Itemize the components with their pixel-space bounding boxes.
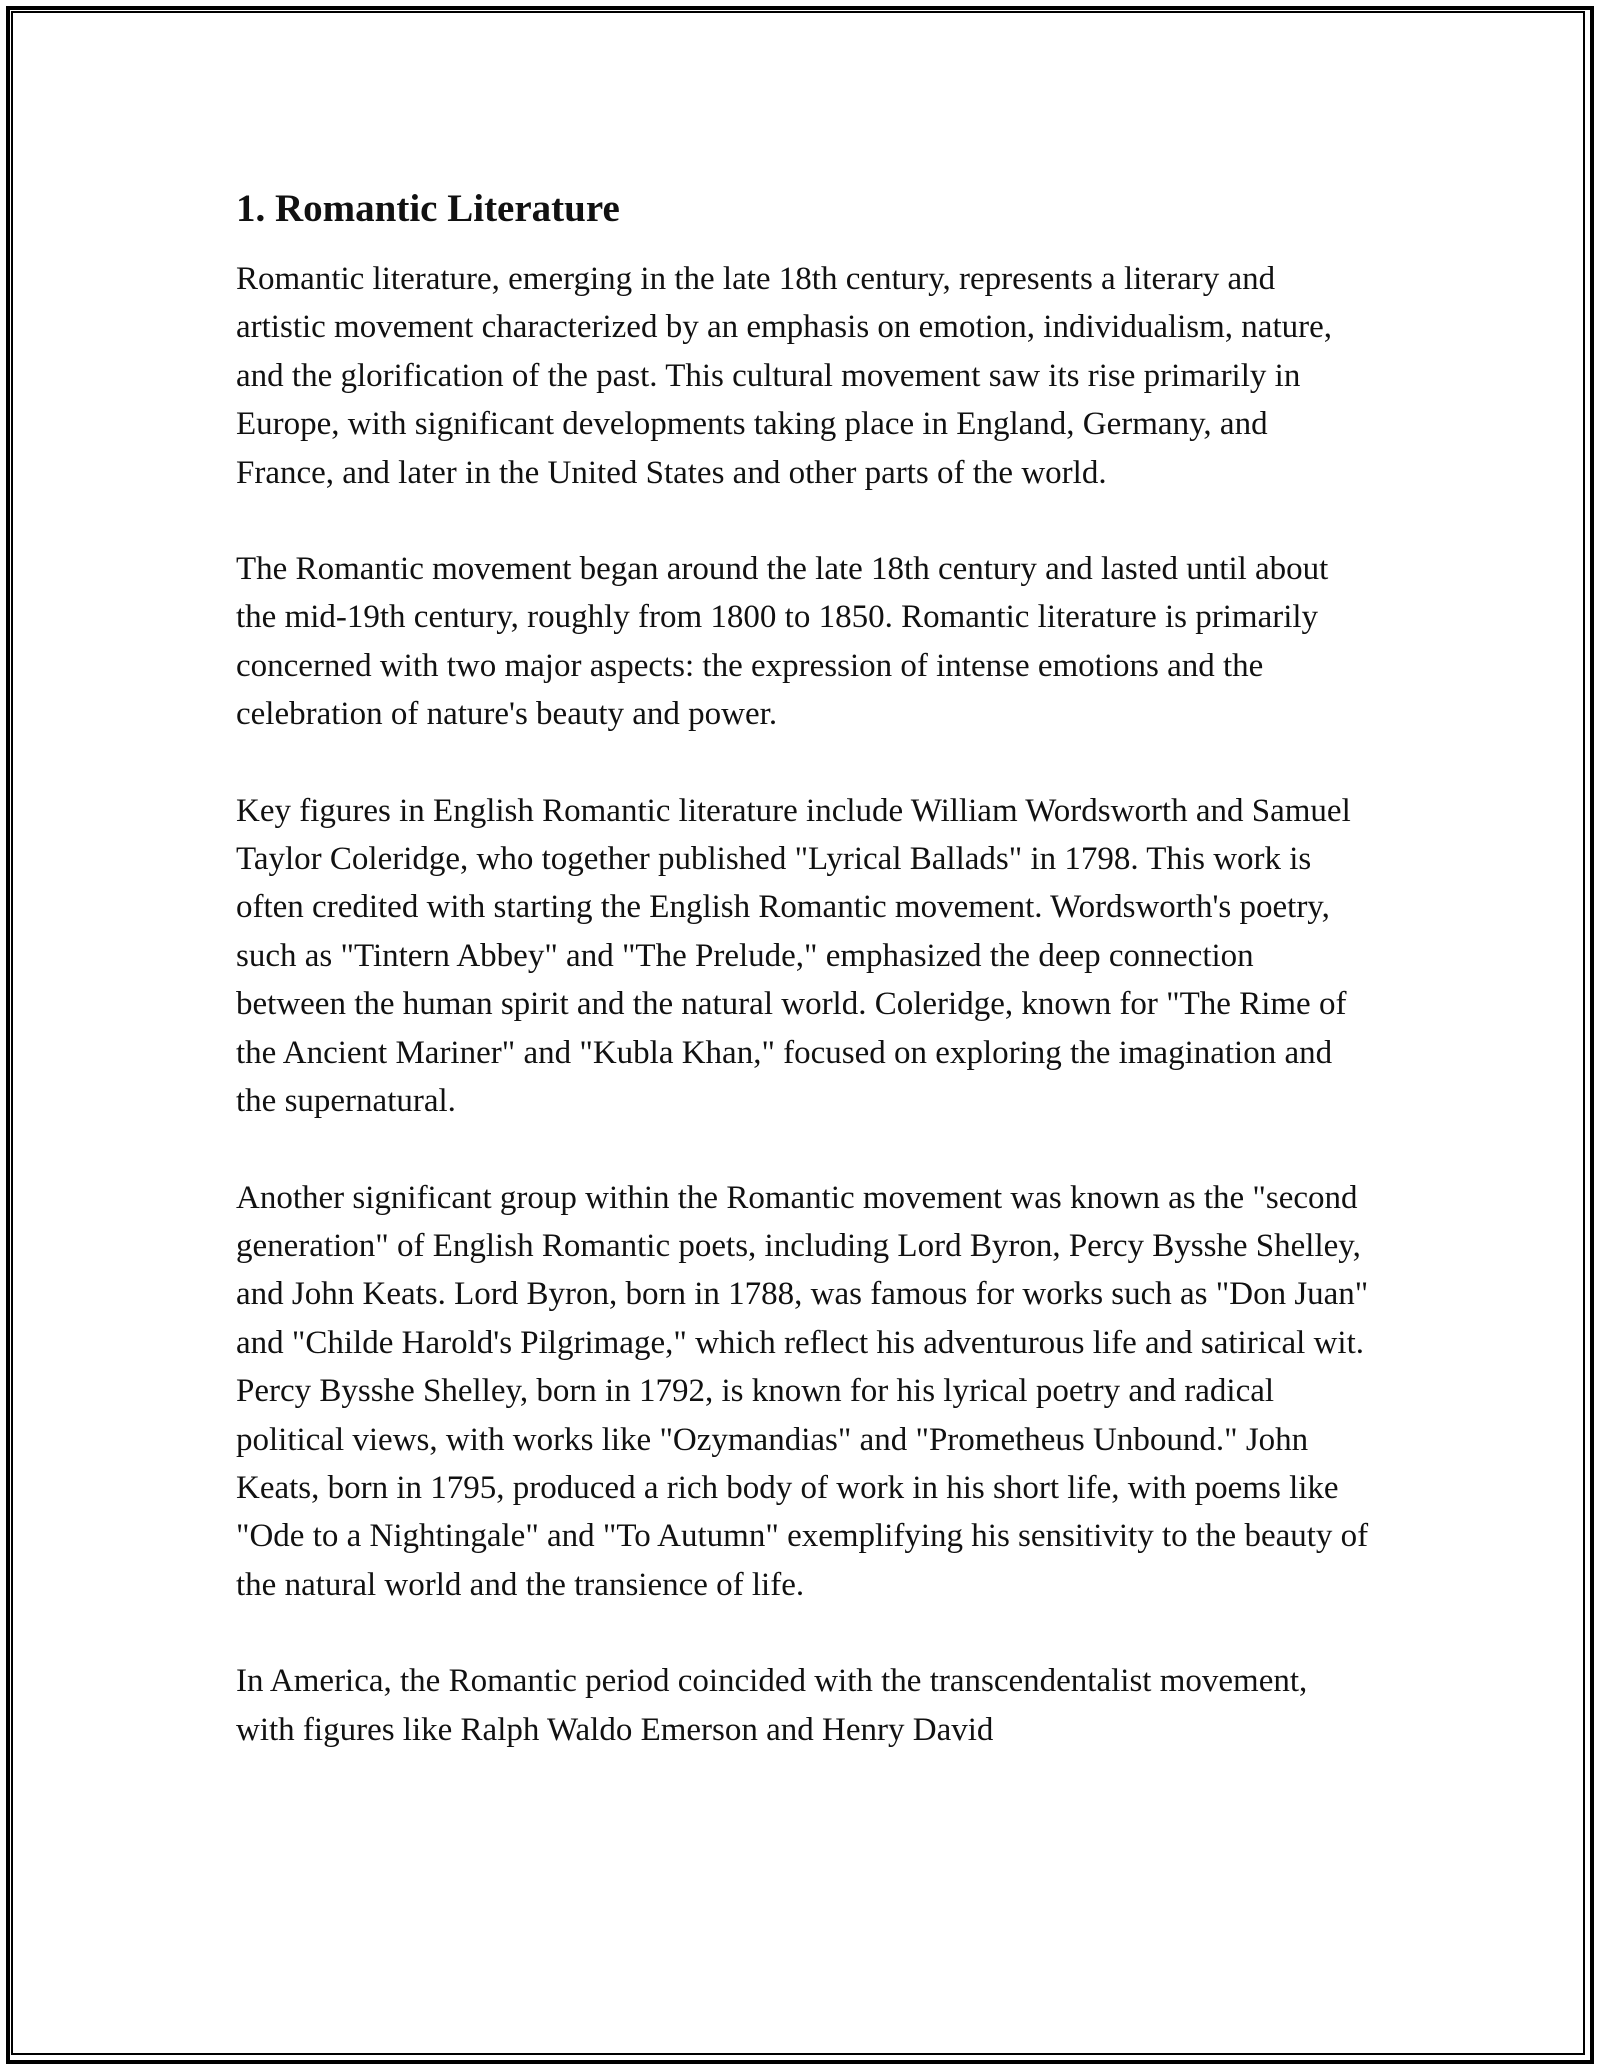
- document-body: [236, 185, 1371, 1802]
- section-title: 1. Romantic Literature: [236, 187, 620, 230]
- paragraph-key-figures: Key figures in English Romantic literature include William Wordsworth and Samuel Taylor Coleridge, who together published "Lyrical Ballads" in 1798. This work is often credited with starting the English Romantic movement. Wordsworth's poetry, such as "Tintern Abbey" and "The Prelude," emphasized the deep connection between the human spirit and the natural world. Coleridge, known for "The Rime of the Ancient Mariner" and "Kubla Khan," focused on exploring the imagination and the supernatural.: [236, 792, 1351, 1120]
- paragraph-second-generation: Another significant group within the Romantic movement was known as the "second generation" of English Romantic poets, including Lord Byron, Percy Bysshe Shelley, and John Keats. Lord Byron, born in 1788, was famous for works such as "Don Juan" and "Childe Harold's Pilgrimage," which reflect his adventurous life and satirical wit. Percy Bysshe Shelley, born in 1792, is known for his lyrical poetry and radical political views, with works like "Ozymandias" and "Prometheus Unbound." John Keats, born in 1795, produced a rich body of work in his short life, with poems like "Ode to a Nightingale" and "To Autumn" exemplifying his sensitivity to the beauty of the natural world and the transience of life.: [236, 1179, 1369, 1603]
- paragraph-intro: Romantic literature, emerging in the late 18th century, represents a literary and artistic movement characterized by an emphasis on emotion, individualism, nature, and the glorification of the past. This cultural movement saw its rise primarily in Europe, with significant developments taking place in England, Germany, and France, and later in the United States and other parts of the world.: [236, 261, 1333, 491]
- paragraph-timeline: The Romantic movement began around the late 18th century and lasted until about the mid-19th century, roughly from 1800 to 1850. Romantic literature is primarily concerned with two major aspects: the expression of intense emotions and the celebration of nature's beauty and power.: [236, 551, 1329, 733]
- paragraph-america: In America, the Romantic period coincided with the transcendentalist movement, with figures like Ralph Waldo Emerson and Henry David: [236, 1663, 1308, 1748]
